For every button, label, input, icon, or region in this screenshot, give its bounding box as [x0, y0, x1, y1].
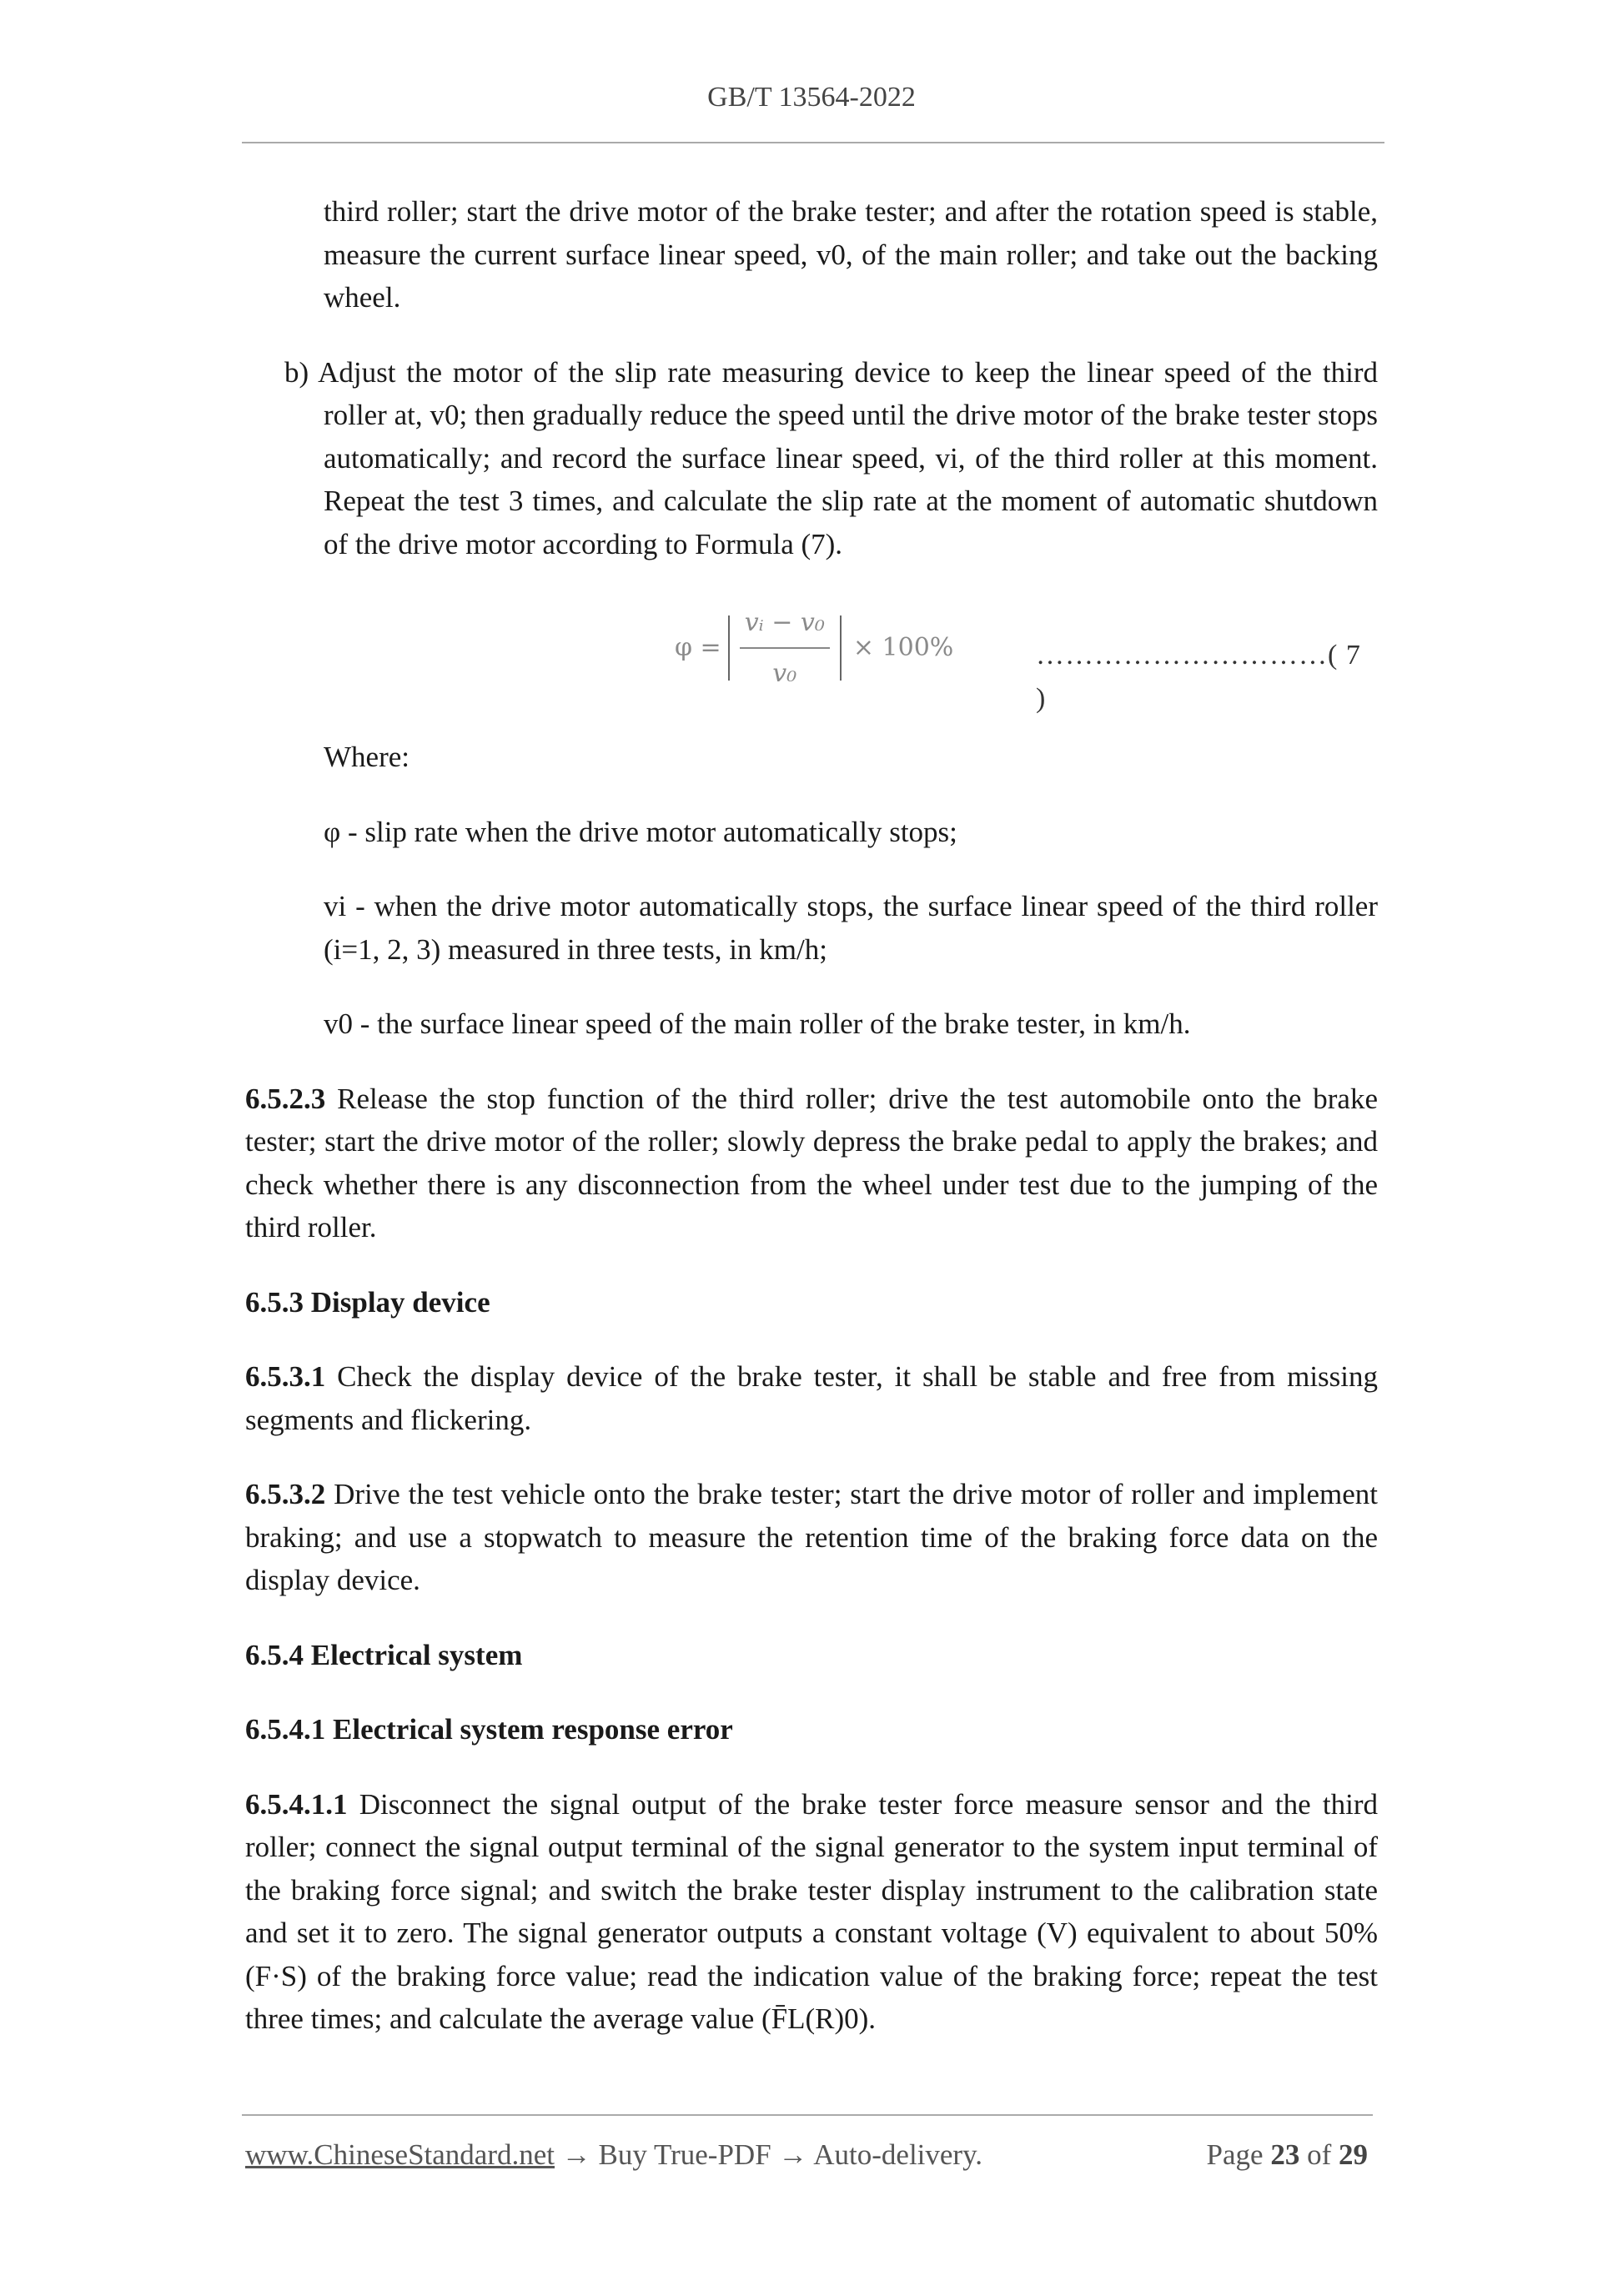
where-label: Where:	[324, 741, 410, 773]
heading-6-5-4: 6.5.4 Electrical system	[245, 1638, 523, 1671]
clause-6-5-2-3	[245, 1078, 1378, 1249]
formula-denominator: v₀	[772, 659, 797, 688]
page-total: 29	[1339, 2138, 1368, 2171]
formula-multiplier: × 100%	[852, 633, 954, 663]
arrow-right-icon: →	[778, 2138, 808, 2171]
page-current: 23	[1270, 2138, 1300, 2171]
clause-number: 6.5.2.3	[245, 1082, 326, 1115]
absolute-value	[728, 607, 842, 688]
clause-text: Drive the test vehicle onto the brake tester; start the drive motor of roller and implement braking; and use a stopwatch to measure the retention time of the braking force data on the display device.	[245, 1478, 1378, 1596]
clause-text: Check the display device of the brake tester, it shall be stable and free from missing segments and flickering.	[245, 1360, 1379, 1436]
page-of: of	[1307, 2138, 1332, 2171]
definition-v0: v0 - the surface linear speed of the main roller of the brake tester, in km/h.	[324, 1007, 1191, 1040]
document-body	[245, 190, 1378, 2072]
page-footer	[245, 2138, 1378, 2172]
item-b-text: Adjust the motor of the slip rate measuring device to keep the linear speed of the third roller at, v0; then gradually reduce the speed until the drive motor of the brake tester stops automatically; and record the surface linear speed, vi, of the third roller at this moment. Repeat the test 3 times, and calculate the slip rate at the moment of automatic shutdown of the drive motor according to Formula (7).	[318, 355, 1378, 560]
formula-expression	[675, 607, 954, 688]
clause-number: 6.5.3.2	[245, 1478, 326, 1510]
formula-fraction	[740, 601, 830, 696]
definition-vi: vi - when the drive motor automatically stops, the surface linear speed of the third roller (i=1, 2, 3) measured in three tests, in km/h;	[324, 890, 1378, 966]
page-indicator	[1207, 2138, 1368, 2172]
definition-phi: φ - slip rate when the drive motor automatically stops;	[324, 815, 957, 848]
formula-7	[245, 607, 1378, 714]
auto-delivery-text: Auto-delivery.	[813, 2138, 983, 2171]
paragraph-a-continuation: third roller; start the drive motor of the brake tester; and after the rotation speed is stable, measure the current surface linear speed, v0, of the main roller; and take out the backing wheel.	[324, 195, 1378, 314]
heading-6-5-4-1: 6.5.4.1 Electrical system response error	[245, 1713, 733, 1746]
header-divider	[242, 142, 1384, 143]
page-label: Page	[1206, 2138, 1264, 2171]
formula-number: …………………………( 7 )	[1036, 640, 1361, 714]
footer-divider	[242, 2114, 1373, 2116]
buy-true-pdf-text: Buy True-PDF	[598, 2138, 771, 2171]
clause-6-5-3-1	[245, 1355, 1378, 1441]
item-b-label: b)	[284, 355, 309, 389]
clause-text: Release the stop function of the third roller; drive the test automobile onto the brake tester; start the drive motor of the roller; slowly depress the brake pedal to apply the brakes; and check whether there is any disconnection from the wheel under test due to the jumping of the third roller.	[245, 1082, 1379, 1243]
clause-6-5-3-2	[245, 1473, 1378, 1602]
clause-number: 6.5.3.1	[245, 1360, 326, 1393]
clause-text: Disconnect the signal output of the brake tester force measure sensor and the third roller; connect the signal output terminal of the signal generator to the system input terminal of the braking force signal; and switch the brake tester display instrument to the calibration state and set it to zero. The signal generator outputs a constant voltage (V) equivalent to about 50% (F·S) of the braking force value; read the indication value of the braking force; repeat the test three times; and calculate the average value (F̄L(R)0).	[245, 1787, 1378, 2035]
clause-6-5-4-1-1	[245, 1783, 1378, 2041]
clause-number: 6.5.4.1.1	[245, 1787, 348, 1821]
page-header	[0, 82, 1623, 113]
list-item-b	[245, 351, 1378, 566]
standard-code: GB/T 13564-2022	[707, 82, 916, 113]
heading-6-5-3: 6.5.3 Display device	[245, 1285, 490, 1319]
formula-lhs: φ =	[675, 633, 721, 663]
formula-numerator: vᵢ − v₀	[740, 601, 830, 650]
website-link[interactable]: www.ChineseStandard.net	[245, 2138, 555, 2171]
arrow-right-icon: →	[561, 2138, 591, 2171]
